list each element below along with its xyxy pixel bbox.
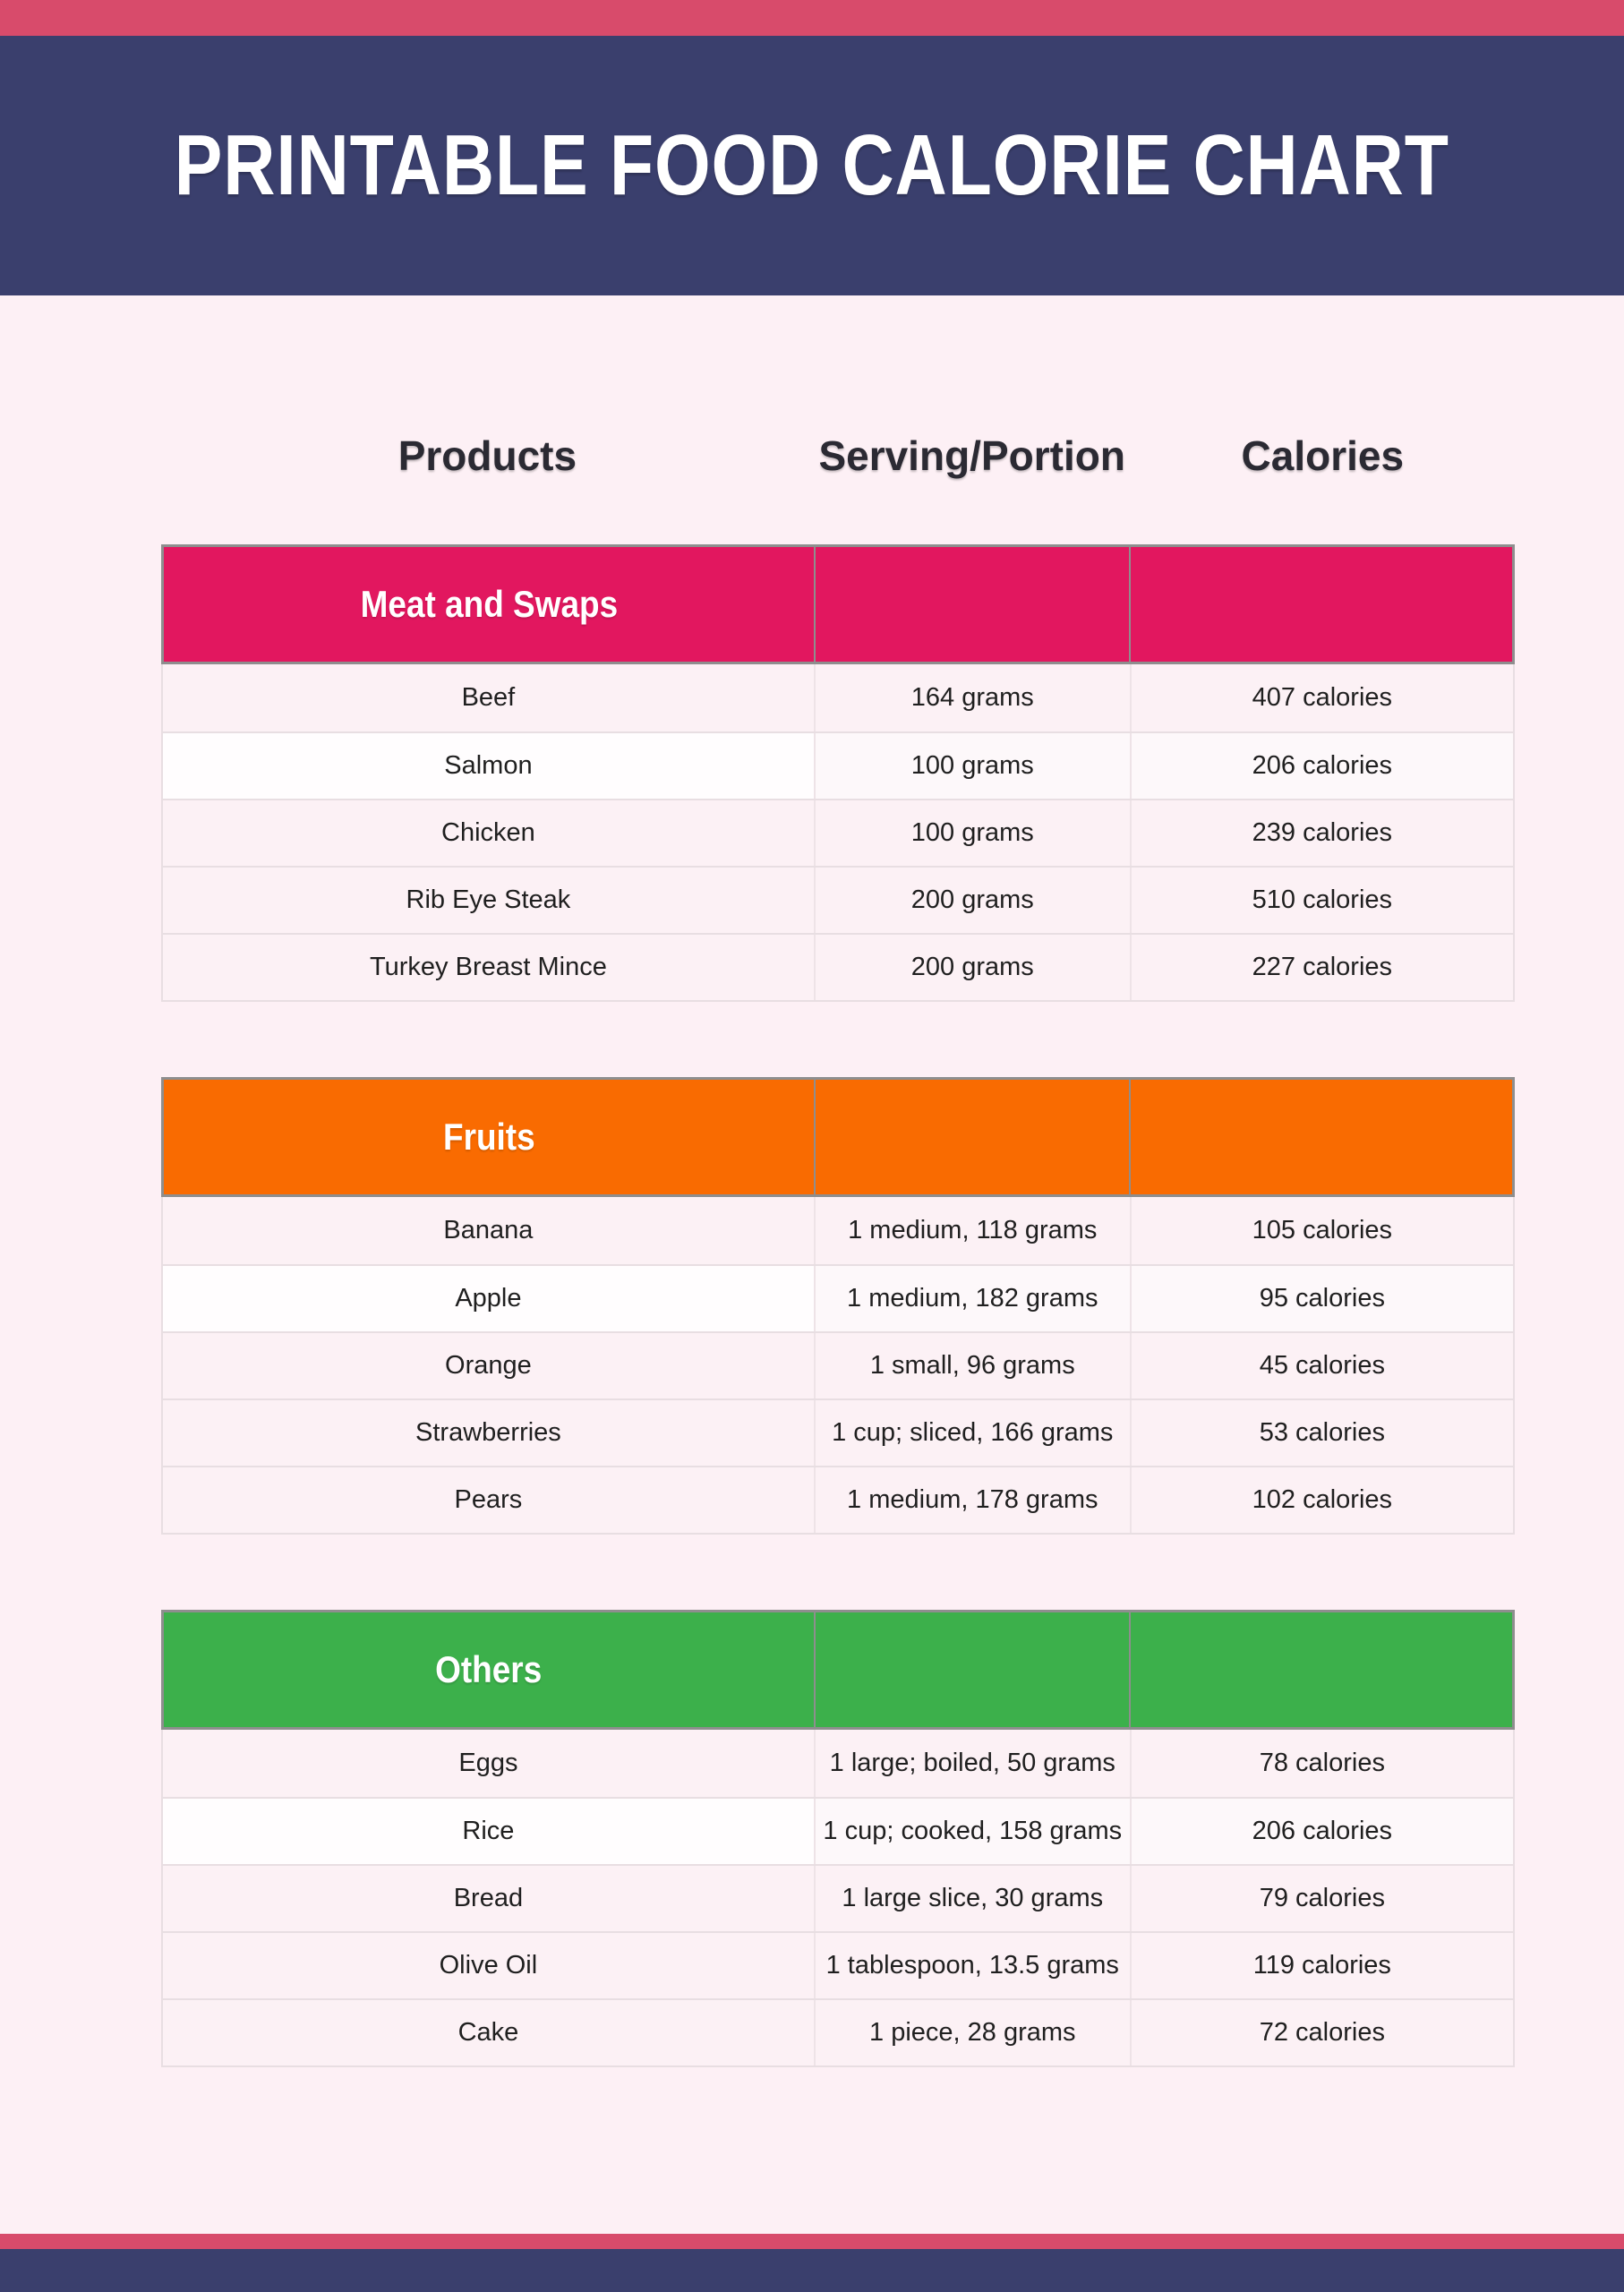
meat-header-empty-cell bbox=[1129, 547, 1512, 662]
others-header-title-cell bbox=[164, 1612, 814, 1727]
fruits-table bbox=[161, 1077, 1515, 1535]
meat-and-swaps-table bbox=[161, 544, 1515, 1002]
fruits-table-header bbox=[161, 1077, 1515, 1197]
serving-cell: 1 small, 96 grams bbox=[814, 1333, 1130, 1398]
product-cell: Apple bbox=[163, 1266, 814, 1331]
product-cell: Bread bbox=[163, 1866, 814, 1931]
fruits-header-empty-cell bbox=[814, 1080, 1129, 1194]
serving-cell: 1 large slice, 30 grams bbox=[814, 1866, 1130, 1931]
fruits-header-title-cell bbox=[164, 1080, 814, 1194]
product-cell: Cake bbox=[163, 2000, 814, 2065]
calories-cell: 119 calories bbox=[1130, 1933, 1513, 1998]
calories-cell: 105 calories bbox=[1130, 1197, 1513, 1264]
serving-cell: 164 grams bbox=[814, 664, 1130, 731]
serving-cell: 1 large; boiled, 50 grams bbox=[814, 1730, 1130, 1797]
meat-header-title-cell bbox=[164, 547, 814, 662]
fruits-table-body bbox=[161, 1197, 1515, 1535]
table-row bbox=[163, 664, 1513, 731]
meat-table-body bbox=[161, 664, 1515, 1002]
product-cell: Beef bbox=[163, 664, 814, 731]
others-table-body bbox=[161, 1730, 1515, 2067]
calories-cell: 95 calories bbox=[1130, 1266, 1513, 1331]
calories-cell: 206 calories bbox=[1130, 733, 1513, 799]
serving-cell: 1 cup; sliced, 166 grams bbox=[814, 1400, 1130, 1466]
product-cell: Orange bbox=[163, 1333, 814, 1398]
table-row bbox=[163, 866, 1513, 933]
calories-cell: 45 calories bbox=[1130, 1333, 1513, 1398]
calories-cell: 206 calories bbox=[1130, 1799, 1513, 1864]
table-row bbox=[163, 1331, 1513, 1398]
product-cell: Chicken bbox=[163, 800, 814, 866]
table-row bbox=[163, 1398, 1513, 1466]
meat-header-empty-cell bbox=[814, 547, 1129, 662]
others-header-empty-cell bbox=[1129, 1612, 1512, 1727]
calories-cell: 53 calories bbox=[1130, 1400, 1513, 1466]
top-accent-bar bbox=[0, 0, 1624, 36]
table-row bbox=[163, 933, 1513, 1000]
serving-cell: 1 medium, 178 grams bbox=[814, 1467, 1130, 1533]
serving-cell: 100 grams bbox=[814, 733, 1130, 799]
serving-cell: 1 tablespoon, 13.5 grams bbox=[814, 1933, 1130, 1998]
product-cell: Olive Oil bbox=[163, 1933, 814, 1998]
bottom-pink-accent-bar bbox=[0, 2234, 1624, 2249]
column-headers bbox=[161, 428, 1515, 483]
serving-cell: 1 piece, 28 grams bbox=[814, 2000, 1130, 2065]
table-row bbox=[163, 1466, 1513, 1533]
product-cell: Strawberries bbox=[163, 1400, 814, 1466]
calories-cell: 407 calories bbox=[1130, 664, 1513, 731]
fruits-table-title: Fruits bbox=[442, 1116, 535, 1158]
serving-cell: 200 grams bbox=[814, 935, 1130, 1000]
others-table-title: Others bbox=[435, 1648, 543, 1690]
calories-cell: 510 calories bbox=[1130, 868, 1513, 933]
column-header-products: Products bbox=[397, 432, 577, 479]
calories-cell: 102 calories bbox=[1130, 1467, 1513, 1533]
others-table-header bbox=[161, 1610, 1515, 1730]
product-cell: Banana bbox=[163, 1197, 814, 1264]
page-title: PRINTABLE FOOD CALORIE CHART bbox=[174, 117, 1450, 213]
table-row bbox=[163, 799, 1513, 866]
calories-cell: 78 calories bbox=[1130, 1730, 1513, 1797]
meat-table-header bbox=[161, 544, 1515, 664]
calories-cell: 72 calories bbox=[1130, 2000, 1513, 2065]
serving-cell: 100 grams bbox=[814, 800, 1130, 866]
table-row bbox=[163, 1797, 1513, 1864]
fruits-header-empty-cell bbox=[1129, 1080, 1512, 1194]
product-cell: Rice bbox=[163, 1799, 814, 1864]
calories-cell: 239 calories bbox=[1130, 800, 1513, 866]
calories-cell: 79 calories bbox=[1130, 1866, 1513, 1931]
product-cell: Eggs bbox=[163, 1730, 814, 1797]
serving-cell: 1 cup; cooked, 158 grams bbox=[814, 1799, 1130, 1864]
others-header-empty-cell bbox=[814, 1612, 1129, 1727]
column-header-calories: Calories bbox=[1241, 432, 1405, 479]
meat-table-title: Meat and Swaps bbox=[360, 583, 618, 625]
table-row bbox=[163, 1864, 1513, 1931]
bottom-navy-accent-bar bbox=[0, 2249, 1624, 2292]
table-row bbox=[163, 731, 1513, 799]
page-content bbox=[0, 295, 1624, 2067]
product-cell: Pears bbox=[163, 1467, 814, 1533]
product-cell: Rib Eye Steak bbox=[163, 868, 814, 933]
calories-cell: 227 calories bbox=[1130, 935, 1513, 1000]
serving-cell: 200 grams bbox=[814, 868, 1130, 933]
table-row bbox=[163, 1264, 1513, 1331]
others-table bbox=[161, 1610, 1515, 2067]
table-row bbox=[163, 1931, 1513, 1998]
serving-cell: 1 medium, 182 grams bbox=[814, 1266, 1130, 1331]
table-row bbox=[163, 1998, 1513, 2065]
title-banner bbox=[0, 36, 1624, 295]
serving-cell: 1 medium, 118 grams bbox=[814, 1197, 1130, 1264]
table-row bbox=[163, 1730, 1513, 1797]
table-row bbox=[163, 1197, 1513, 1264]
column-header-serving: Serving/Portion bbox=[818, 432, 1125, 479]
product-cell: Turkey Breast Mince bbox=[163, 935, 814, 1000]
product-cell: Salmon bbox=[163, 733, 814, 799]
